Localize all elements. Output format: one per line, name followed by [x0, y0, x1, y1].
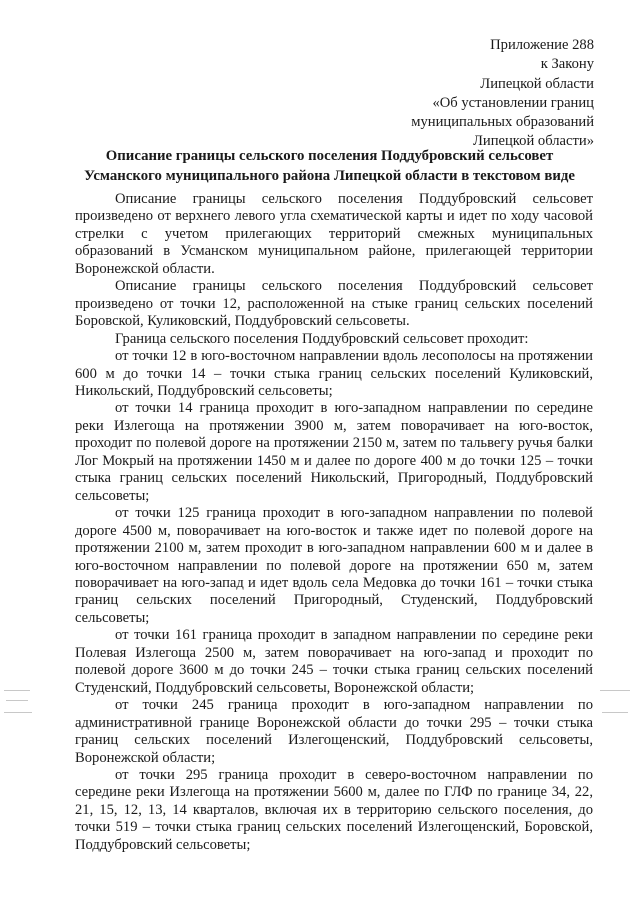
title-line-1: Описание границы сельского поселения Поддубровский сельсовет [105, 148, 554, 164]
header-line: муниципальных образований [411, 114, 594, 131]
scan-artifact [602, 712, 628, 713]
body-paragraph: Граница сельского поселения Поддубровский сельсовет проходит: [115, 330, 529, 347]
header-line: «Об установлении границ [432, 94, 594, 111]
scan-artifact [600, 690, 630, 691]
header-line: Липецкой области [480, 75, 594, 92]
body-paragraph: от точки 295 граница проходит в северо-восточном направлении по середине реки Излегоща на протяжении 5600 м, далее по ГЛФ по границе 34, 22, 21, 15, 12, 13, 14 кварталов, включая их в территорию сельского поселения, до точки 519 – точки стыка границ сельских поселений Излегощенский, Боровской, Поддубровский сельсоветы; [75, 766, 593, 853]
header-line: к Закону [540, 56, 594, 73]
title-line-2: Усманского муниципального района Липецкой области в текстовом виде [84, 167, 575, 184]
appendix-header [411, 36, 594, 152]
body-paragraph: от точки 161 граница проходит в западном направлении по середине реки Полевая Излегоща 2500 м, затем поворачивает на юго-запад и проходит по полевой дороге 3600 м до точки 245 – точки стыка границ сельских поселений Студенский, Поддубровский сельсоветы, Воронежской области; [75, 627, 593, 696]
body-paragraph: от точки 245 граница проходит в юго-западном направлении по административной границе Воронежской области до точки 295 – точки стыка границ сельских поселений Излегощенский, Поддубровский сельсоветы, Воронежской области; [75, 697, 593, 766]
scan-artifact [4, 690, 30, 691]
document-body [75, 191, 593, 854]
body-paragraph: от точки 14 граница проходит в юго-западном направлении по середине реки Излегоща на протяжении 3900 м, затем поворачивает на юго-восток, проходит по полевой дороге на протяжении 2150 м, затем по тальвегу ручья балки Лог Мокрый на протяжении 1450 м и далее по дороге 400 м до точки 125 – точки стыка границ сельских поселений Никольский, Пригородный, Поддубровский сельсоветы; [75, 400, 593, 504]
scan-artifact [4, 712, 32, 713]
body-paragraph: от точки 125 граница проходит в юго-западном направлении по полевой дороге 4500 м, поворачивает на юго-восток и также идет по полевой дороге на протяжении 2100 м, затем проходит в юго-западном направлении 600 м и далее в юго-восточном направлении по полевой дороге на протяжении 650 м, затем поворачивает на юго-запад и идет вдоль села Медовка до точки 161 – точки стыка границ сельских поселений Пригородный, Студенский, Поддубровский сельсоветы; [75, 505, 593, 626]
header-line: Липецкой области» [473, 133, 594, 150]
body-paragraph: Описание границы сельского поселения Поддубровский сельсовет произведено от точки 12, расположенной на стыке границ сельских поселений Боровской, Куликовский, Поддубровский сельсоветы. [75, 278, 593, 330]
body-paragraph: Описание границы сельского поселения Поддубровский сельсовет произведено от верхнего левого угла схематической карты и идет по ходу часовой стрелки с учетом прилегающих территорий смежных муниципальных образований в Усманском муниципальном районе, прилегающей территории Воронежской области. [75, 191, 593, 277]
header-line: Приложение 288 [490, 37, 594, 53]
body-paragraph: от точки 12 в юго-восточном направлении вдоль лесополосы на протяжении 600 м до точки 14 – точки стыка границ сельских поселений Куликовский, Никольский, Поддубровский сельсоветы; [75, 348, 593, 399]
document-title [60, 147, 599, 186]
scan-artifact [6, 700, 28, 701]
